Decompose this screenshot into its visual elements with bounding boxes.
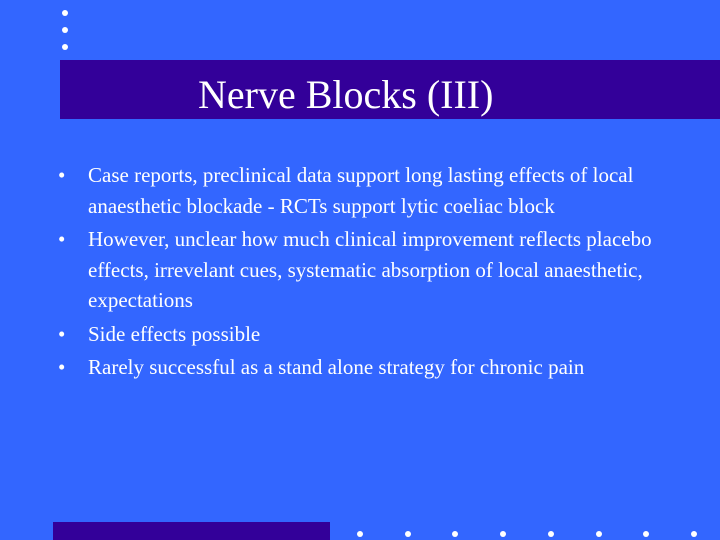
- bullet-text: Rarely successful as a stand alone strategy for chronic pain: [88, 355, 585, 379]
- decorative-dot: [62, 10, 68, 16]
- bullet-marker: •: [58, 163, 66, 187]
- decorative-dot: [596, 531, 602, 537]
- bullet-list: [58, 160, 698, 386]
- decorative-dot: [357, 531, 363, 537]
- decorative-dot: [405, 531, 411, 537]
- bullet-marker: •: [58, 355, 66, 379]
- bullet-item: [58, 160, 698, 221]
- decorative-dot: [452, 531, 458, 537]
- decorative-dot: [62, 27, 68, 33]
- decorative-dot: [691, 531, 697, 537]
- bullet-item: [58, 224, 698, 316]
- bullet-text: However, unclear how much clinical improvement reflects placebo effects, irrevelant cues, systematic absorption of local anaesthetic, expectations: [88, 227, 652, 312]
- decorative-dot: [643, 531, 649, 537]
- decorative-dot: [548, 531, 554, 537]
- bottom-bar: [53, 522, 330, 540]
- bullet-item: [58, 319, 698, 350]
- bullet-text: Side effects possible: [88, 321, 261, 346]
- slide-title: Nerve Blocks (III): [198, 72, 494, 117]
- bullet-marker: •: [58, 321, 66, 346]
- decorative-dot: [62, 44, 68, 50]
- decorative-dot: [500, 531, 506, 537]
- bullet-text: Case reports, preclinical data support long lasting effects of local anaesthetic blockade - RCTs support lytic coeliac block: [88, 163, 634, 218]
- bullet-item: [58, 352, 698, 383]
- bullet-marker: •: [58, 227, 66, 251]
